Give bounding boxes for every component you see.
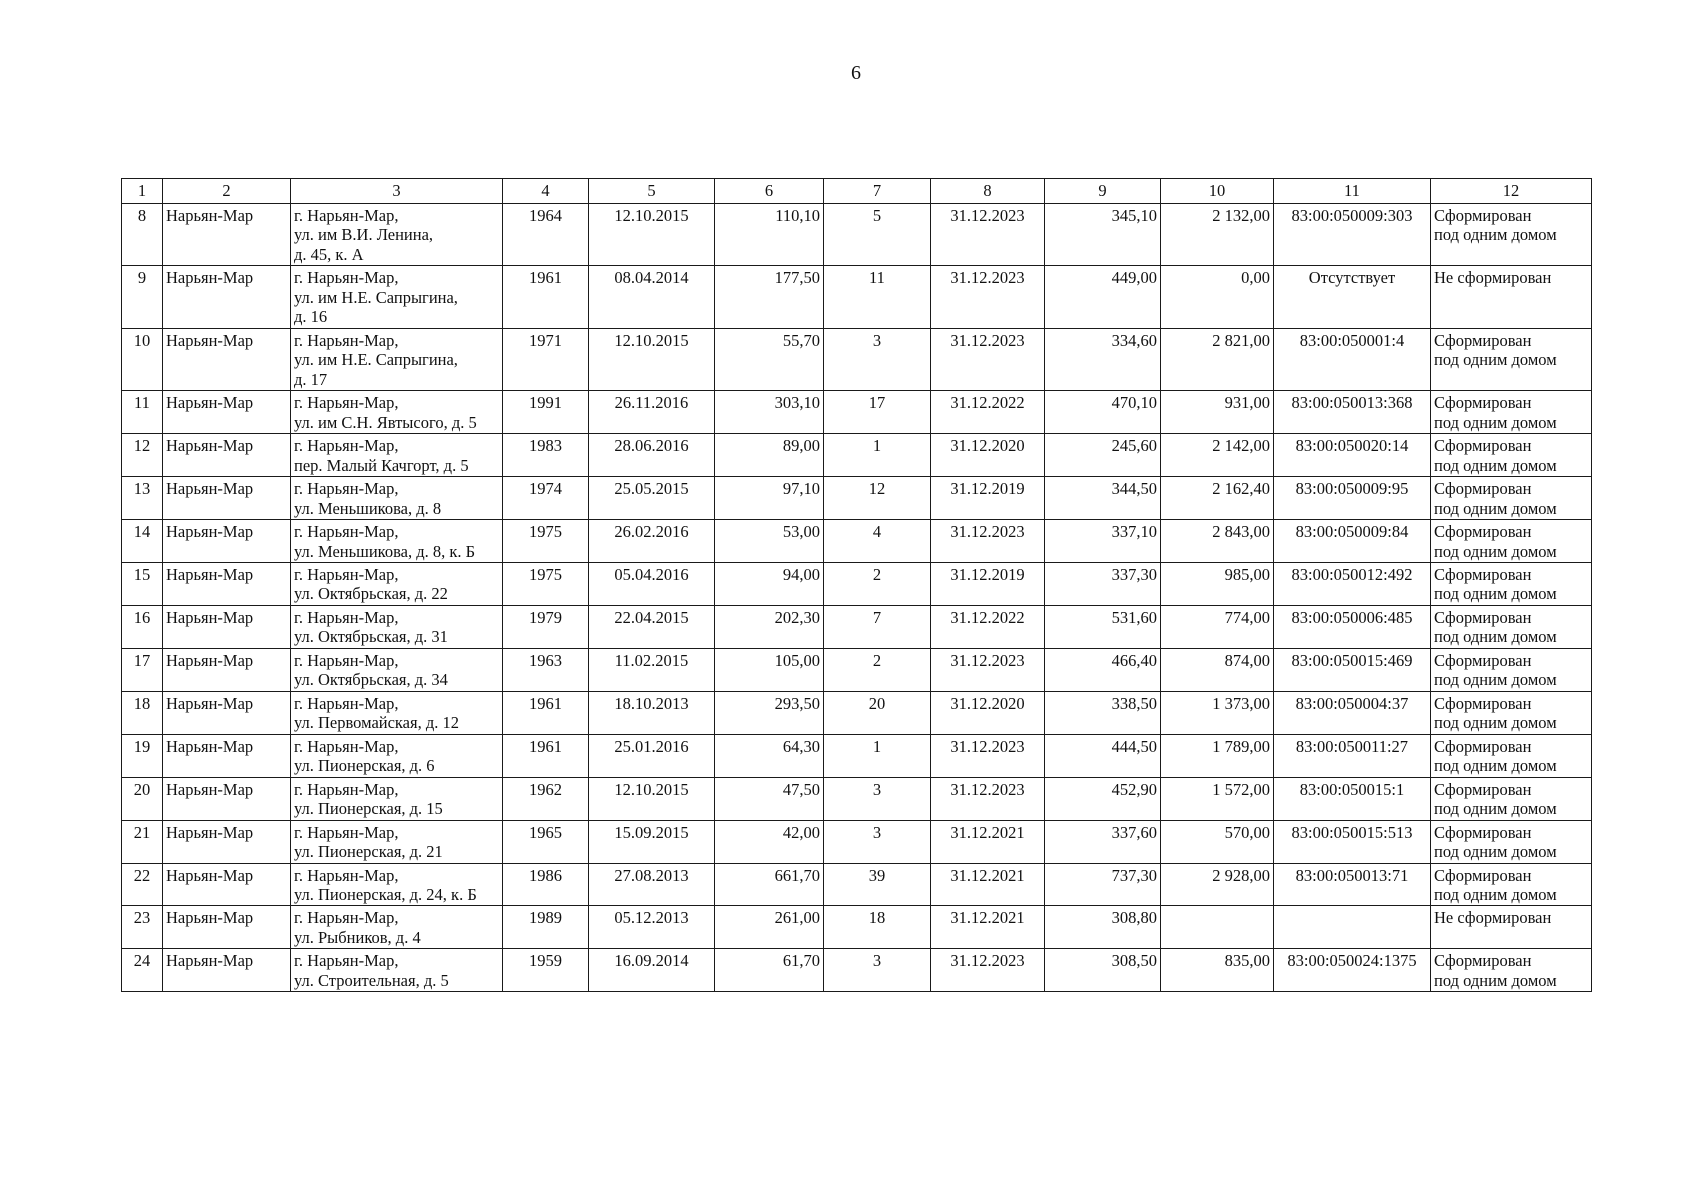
deadline-cell: 31.12.2021 — [931, 863, 1045, 906]
column-header: 10 — [1161, 179, 1274, 204]
table-row — [122, 562, 1592, 605]
cost-cell: 337,30 — [1045, 562, 1161, 605]
cadastre-number-cell: 83:00:050006:485 — [1274, 605, 1431, 648]
deadline-cell: 31.12.2023 — [931, 648, 1045, 691]
status-cell: Сформирован под одним домом — [1431, 328, 1592, 390]
year-cell: 1974 — [503, 477, 589, 520]
cost-cell: 337,10 — [1045, 520, 1161, 563]
table-row — [122, 734, 1592, 777]
cost-cell: 737,30 — [1045, 863, 1161, 906]
area-cell: 61,70 — [715, 949, 824, 992]
land-area-cell — [1161, 906, 1274, 949]
date-cell: 25.01.2016 — [589, 734, 715, 777]
land-area-cell: 2 821,00 — [1161, 328, 1274, 390]
column-number-row — [122, 179, 1592, 204]
column-header: 5 — [589, 179, 715, 204]
year-cell: 1986 — [503, 863, 589, 906]
count-cell: 2 — [824, 562, 931, 605]
table-row — [122, 520, 1592, 563]
count-cell: 18 — [824, 906, 931, 949]
cadastre-number-cell: 83:00:050011:27 — [1274, 734, 1431, 777]
cadastre-number-cell: 83:00:050024:1375 — [1274, 949, 1431, 992]
deadline-cell: 31.12.2023 — [931, 777, 1045, 820]
deadline-cell: 31.12.2021 — [931, 906, 1045, 949]
cadastre-number-cell: 83:00:050015:513 — [1274, 820, 1431, 863]
cadastre-number-cell: 83:00:050020:14 — [1274, 434, 1431, 477]
row-number-cell: 23 — [122, 906, 163, 949]
count-cell: 11 — [824, 266, 931, 328]
cost-cell: 452,90 — [1045, 777, 1161, 820]
area-cell: 55,70 — [715, 328, 824, 390]
address-cell: г. Нарьян-Мар, ул. Октябрьская, д. 31 — [291, 605, 503, 648]
table-row — [122, 906, 1592, 949]
count-cell: 12 — [824, 477, 931, 520]
address-cell: г. Нарьян-Мар, ул. Пионерская, д. 24, к. Б — [291, 863, 503, 906]
year-cell: 1975 — [503, 520, 589, 563]
status-cell: Сформирован под одним домом — [1431, 520, 1592, 563]
year-cell: 1965 — [503, 820, 589, 863]
city-cell: Нарьян-Мар — [163, 266, 291, 328]
status-cell: Сформирован под одним домом — [1431, 605, 1592, 648]
date-cell: 11.02.2015 — [589, 648, 715, 691]
deadline-cell: 31.12.2023 — [931, 204, 1045, 266]
count-cell: 4 — [824, 520, 931, 563]
table-row — [122, 949, 1592, 992]
land-area-cell: 835,00 — [1161, 949, 1274, 992]
row-number-cell: 12 — [122, 434, 163, 477]
date-cell: 22.04.2015 — [589, 605, 715, 648]
land-area-cell: 0,00 — [1161, 266, 1274, 328]
status-cell: Сформирован под одним домом — [1431, 734, 1592, 777]
deadline-cell: 31.12.2023 — [931, 266, 1045, 328]
address-cell: г. Нарьян-Мар, ул. Пионерская, д. 15 — [291, 777, 503, 820]
land-area-cell: 2 132,00 — [1161, 204, 1274, 266]
date-cell: 12.10.2015 — [589, 777, 715, 820]
row-number-cell: 10 — [122, 328, 163, 390]
city-cell: Нарьян-Мар — [163, 906, 291, 949]
cost-cell: 345,10 — [1045, 204, 1161, 266]
cadastre-number-cell: 83:00:050009:95 — [1274, 477, 1431, 520]
area-cell: 47,50 — [715, 777, 824, 820]
table-row — [122, 820, 1592, 863]
land-area-cell: 570,00 — [1161, 820, 1274, 863]
date-cell: 05.12.2013 — [589, 906, 715, 949]
table-row — [122, 328, 1592, 390]
count-cell: 5 — [824, 204, 931, 266]
date-cell: 12.10.2015 — [589, 204, 715, 266]
year-cell: 1971 — [503, 328, 589, 390]
address-cell: г. Нарьян-Мар, ул. Рыбников, д. 4 — [291, 906, 503, 949]
cadastre-number-cell: 83:00:050009:303 — [1274, 204, 1431, 266]
cadastre-number-cell — [1274, 906, 1431, 949]
address-cell: г. Нарьян-Мар, ул. Октябрьская, д. 22 — [291, 562, 503, 605]
count-cell: 20 — [824, 691, 931, 734]
status-cell: Не сформирован — [1431, 266, 1592, 328]
deadline-cell: 31.12.2019 — [931, 477, 1045, 520]
deadline-cell: 31.12.2022 — [931, 391, 1045, 434]
row-number-cell: 21 — [122, 820, 163, 863]
address-cell: г. Нарьян-Мар, ул. им С.Н. Явтысого, д. 5 — [291, 391, 503, 434]
address-cell: г. Нарьян-Мар, ул. Меньшикова, д. 8, к. Б — [291, 520, 503, 563]
deadline-cell: 31.12.2021 — [931, 820, 1045, 863]
year-cell: 1975 — [503, 562, 589, 605]
status-cell: Сформирован под одним домом — [1431, 691, 1592, 734]
table-row — [122, 391, 1592, 434]
land-area-cell: 931,00 — [1161, 391, 1274, 434]
year-cell: 1963 — [503, 648, 589, 691]
table-body — [122, 204, 1592, 992]
city-cell: Нарьян-Мар — [163, 820, 291, 863]
column-header: 11 — [1274, 179, 1431, 204]
column-header: 2 — [163, 179, 291, 204]
count-cell: 1 — [824, 734, 931, 777]
land-area-cell: 874,00 — [1161, 648, 1274, 691]
deadline-cell: 31.12.2023 — [931, 520, 1045, 563]
date-cell: 18.10.2013 — [589, 691, 715, 734]
date-cell: 08.04.2014 — [589, 266, 715, 328]
deadline-cell: 31.12.2019 — [931, 562, 1045, 605]
city-cell: Нарьян-Мар — [163, 777, 291, 820]
cost-cell: 470,10 — [1045, 391, 1161, 434]
date-cell: 05.04.2016 — [589, 562, 715, 605]
land-area-cell: 2 142,00 — [1161, 434, 1274, 477]
column-header: 6 — [715, 179, 824, 204]
date-cell: 16.09.2014 — [589, 949, 715, 992]
count-cell: 3 — [824, 820, 931, 863]
row-number-cell: 14 — [122, 520, 163, 563]
status-cell: Сформирован под одним домом — [1431, 562, 1592, 605]
column-header: 4 — [503, 179, 589, 204]
row-number-cell: 17 — [122, 648, 163, 691]
year-cell: 1961 — [503, 734, 589, 777]
land-area-cell: 1 373,00 — [1161, 691, 1274, 734]
count-cell: 17 — [824, 391, 931, 434]
column-header: 7 — [824, 179, 931, 204]
cost-cell: 344,50 — [1045, 477, 1161, 520]
address-cell: г. Нарьян-Мар, ул. Октябрьская, д. 34 — [291, 648, 503, 691]
date-cell: 26.02.2016 — [589, 520, 715, 563]
row-number-cell: 15 — [122, 562, 163, 605]
city-cell: Нарьян-Мар — [163, 863, 291, 906]
city-cell: Нарьян-Мар — [163, 434, 291, 477]
deadline-cell: 31.12.2020 — [931, 434, 1045, 477]
date-cell: 12.10.2015 — [589, 328, 715, 390]
cadastre-number-cell: Отсутствует — [1274, 266, 1431, 328]
status-cell: Сформирован под одним домом — [1431, 434, 1592, 477]
row-number-cell: 19 — [122, 734, 163, 777]
area-cell: 42,00 — [715, 820, 824, 863]
city-cell: Нарьян-Мар — [163, 734, 291, 777]
city-cell: Нарьян-Мар — [163, 949, 291, 992]
year-cell: 1961 — [503, 691, 589, 734]
date-cell: 25.05.2015 — [589, 477, 715, 520]
cost-cell: 338,50 — [1045, 691, 1161, 734]
address-cell: г. Нарьян-Мар, пер. Малый Качгорт, д. 5 — [291, 434, 503, 477]
year-cell: 1979 — [503, 605, 589, 648]
cadastre-number-cell: 83:00:050013:71 — [1274, 863, 1431, 906]
year-cell: 1983 — [503, 434, 589, 477]
cost-cell: 466,40 — [1045, 648, 1161, 691]
deadline-cell: 31.12.2023 — [931, 949, 1045, 992]
area-cell: 261,00 — [715, 906, 824, 949]
column-header: 9 — [1045, 179, 1161, 204]
housing-registry-table — [121, 178, 1592, 992]
table-row — [122, 605, 1592, 648]
city-cell: Нарьян-Мар — [163, 328, 291, 390]
cadastre-number-cell: 83:00:050013:368 — [1274, 391, 1431, 434]
status-cell: Сформирован под одним домом — [1431, 863, 1592, 906]
address-cell: г. Нарьян-Мар, ул. им Н.Е. Сапрыгина, д. 17 — [291, 328, 503, 390]
cadastre-number-cell: 83:00:050009:84 — [1274, 520, 1431, 563]
deadline-cell: 31.12.2023 — [931, 328, 1045, 390]
cadastre-number-cell: 83:00:050015:1 — [1274, 777, 1431, 820]
cost-cell: 337,60 — [1045, 820, 1161, 863]
table-row — [122, 266, 1592, 328]
count-cell: 7 — [824, 605, 931, 648]
date-cell: 15.09.2015 — [589, 820, 715, 863]
land-area-cell: 774,00 — [1161, 605, 1274, 648]
date-cell: 26.11.2016 — [589, 391, 715, 434]
cost-cell: 444,50 — [1045, 734, 1161, 777]
area-cell: 661,70 — [715, 863, 824, 906]
cost-cell: 308,50 — [1045, 949, 1161, 992]
table-row — [122, 648, 1592, 691]
city-cell: Нарьян-Мар — [163, 477, 291, 520]
cadastre-number-cell: 83:00:050004:37 — [1274, 691, 1431, 734]
area-cell: 89,00 — [715, 434, 824, 477]
date-cell: 27.08.2013 — [589, 863, 715, 906]
row-number-cell: 11 — [122, 391, 163, 434]
city-cell: Нарьян-Мар — [163, 520, 291, 563]
count-cell: 39 — [824, 863, 931, 906]
area-cell: 177,50 — [715, 266, 824, 328]
cadastre-number-cell: 83:00:050012:492 — [1274, 562, 1431, 605]
cost-cell: 449,00 — [1045, 266, 1161, 328]
deadline-cell: 31.12.2020 — [931, 691, 1045, 734]
deadline-cell: 31.12.2022 — [931, 605, 1045, 648]
row-number-cell: 9 — [122, 266, 163, 328]
column-header: 12 — [1431, 179, 1592, 204]
column-header: 8 — [931, 179, 1045, 204]
page-number: 6 — [851, 62, 861, 84]
cadastre-number-cell: 83:00:050015:469 — [1274, 648, 1431, 691]
land-area-cell: 1 789,00 — [1161, 734, 1274, 777]
area-cell: 64,30 — [715, 734, 824, 777]
city-cell: Нарьян-Мар — [163, 648, 291, 691]
date-cell: 28.06.2016 — [589, 434, 715, 477]
cost-cell: 308,80 — [1045, 906, 1161, 949]
address-cell: г. Нарьян-Мар, ул. Меньшикова, д. 8 — [291, 477, 503, 520]
area-cell: 303,10 — [715, 391, 824, 434]
area-cell: 97,10 — [715, 477, 824, 520]
land-area-cell: 2 162,40 — [1161, 477, 1274, 520]
address-cell: г. Нарьян-Мар, ул. им Н.Е. Сапрыгина, д. 16 — [291, 266, 503, 328]
column-header: 3 — [291, 179, 503, 204]
count-cell: 3 — [824, 328, 931, 390]
cost-cell: 531,60 — [1045, 605, 1161, 648]
row-number-cell: 8 — [122, 204, 163, 266]
area-cell: 293,50 — [715, 691, 824, 734]
row-number-cell: 24 — [122, 949, 163, 992]
address-cell: г. Нарьян-Мар, ул. им В.И. Ленина, д. 45, к. А — [291, 204, 503, 266]
year-cell: 1959 — [503, 949, 589, 992]
city-cell: Нарьян-Мар — [163, 391, 291, 434]
row-number-cell: 16 — [122, 605, 163, 648]
table-row — [122, 204, 1592, 266]
year-cell: 1964 — [503, 204, 589, 266]
year-cell: 1989 — [503, 906, 589, 949]
address-cell: г. Нарьян-Мар, ул. Пионерская, д. 6 — [291, 734, 503, 777]
land-area-cell: 2 928,00 — [1161, 863, 1274, 906]
row-number-cell: 20 — [122, 777, 163, 820]
status-cell: Сформирован под одним домом — [1431, 949, 1592, 992]
year-cell: 1962 — [503, 777, 589, 820]
deadline-cell: 31.12.2023 — [931, 734, 1045, 777]
area-cell: 110,10 — [715, 204, 824, 266]
row-number-cell: 22 — [122, 863, 163, 906]
status-cell: Сформирован под одним домом — [1431, 204, 1592, 266]
year-cell: 1991 — [503, 391, 589, 434]
count-cell: 3 — [824, 949, 931, 992]
land-area-cell: 2 843,00 — [1161, 520, 1274, 563]
cadastre-number-cell: 83:00:050001:4 — [1274, 328, 1431, 390]
table-row — [122, 863, 1592, 906]
status-cell: Сформирован под одним домом — [1431, 820, 1592, 863]
row-number-cell: 18 — [122, 691, 163, 734]
address-cell: г. Нарьян-Мар, ул. Пионерская, д. 21 — [291, 820, 503, 863]
city-cell: Нарьян-Мар — [163, 691, 291, 734]
status-cell: Сформирован под одним домом — [1431, 477, 1592, 520]
address-cell: г. Нарьян-Мар, ул. Первомайская, д. 12 — [291, 691, 503, 734]
cost-cell: 334,60 — [1045, 328, 1161, 390]
year-cell: 1961 — [503, 266, 589, 328]
table-row — [122, 434, 1592, 477]
city-cell: Нарьян-Мар — [163, 605, 291, 648]
land-area-cell: 1 572,00 — [1161, 777, 1274, 820]
city-cell: Нарьян-Мар — [163, 562, 291, 605]
cost-cell: 245,60 — [1045, 434, 1161, 477]
area-cell: 105,00 — [715, 648, 824, 691]
land-area-cell: 985,00 — [1161, 562, 1274, 605]
column-header: 1 — [122, 179, 163, 204]
status-cell: Сформирован под одним домом — [1431, 391, 1592, 434]
table-row — [122, 777, 1592, 820]
row-number-cell: 13 — [122, 477, 163, 520]
city-cell: Нарьян-Мар — [163, 204, 291, 266]
area-cell: 202,30 — [715, 605, 824, 648]
area-cell: 94,00 — [715, 562, 824, 605]
status-cell: Сформирован под одним домом — [1431, 777, 1592, 820]
area-cell: 53,00 — [715, 520, 824, 563]
count-cell: 2 — [824, 648, 931, 691]
count-cell: 1 — [824, 434, 931, 477]
table-row — [122, 691, 1592, 734]
address-cell: г. Нарьян-Мар, ул. Строительная, д. 5 — [291, 949, 503, 992]
status-cell: Не сформирован — [1431, 906, 1592, 949]
status-cell: Сформирован под одним домом — [1431, 648, 1592, 691]
count-cell: 3 — [824, 777, 931, 820]
table-row — [122, 477, 1592, 520]
